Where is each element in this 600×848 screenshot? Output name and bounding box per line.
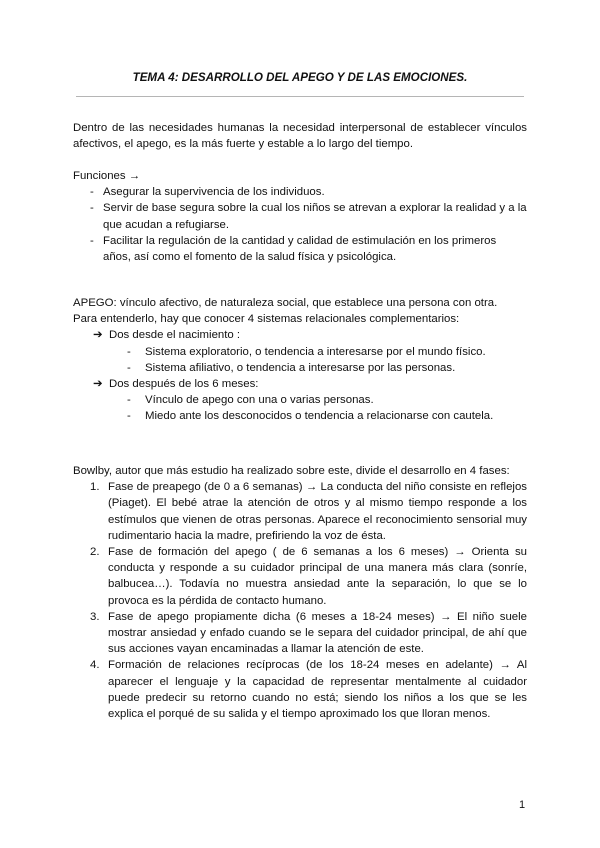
document-title: TEMA 4: DESARROLLO DEL APEGO Y DE LAS EMOCIONES. [132,71,468,84]
dash-bullet: - [90,186,94,199]
dash-bullet: - [127,361,131,374]
page-number: 1 [519,799,526,811]
dash-bullet: - [90,234,94,247]
apego-group [73,327,527,376]
list-item: - Vínculo de apego con una o varias personas. [109,392,527,408]
list-item: - Asegurar la supervivencia de los individuos. [73,184,527,200]
funciones-heading: Funciones → [73,170,141,182]
intro-paragraph: Dentro de las necesidades humanas la necesidad interpersonal de establecer vínculos afectivos, el apego, es la más fuerte y estable a lo largo del tiempo. [73,122,527,151]
list-item: - Servir de base segura sobre la cual los niños se atrevan a explorar la realidad y a la que acudan a refugiarse. [90,202,527,231]
phase-item: 1. Fase de preapego (de 0 a 6 semanas) → La conducta del niño consiste en reflejos (Piaget). El bebé atrae la atención de otros y al mismo tiempo responde a los estímulos que vienen de otras personas. Aparece el reconocimiento sensorial muy rudimentario hacia la madre, prefiriendo la voz de ésta. [90,481,527,542]
apego-definition: APEGO: vínculo afectivo, de naturaleza social, que establece una persona con otra. [73,297,498,309]
dash-bullet: - [127,410,131,423]
group-label: Dos desde el nacimiento : [109,329,241,342]
arrow-bullet-icon: ➔ [93,329,103,342]
phase-item: 4. Formación de relaciones recíprocas (de los 18-24 meses en adelante) → Al aparecer el lenguaje y la capacidad de representar mentalmente al cuidador puede predecir su retorno cuando no está; siendo los niños a los que se les explica el porqué de su salida y el tiempo aproximado los que lloran menos. [90,659,527,721]
group-items [109,392,527,424]
title-divider [76,96,524,97]
apego-group [73,376,527,425]
group-label: Dos después de los 6 meses: [109,378,259,391]
list-item: - Sistema afiliativo, o tendencia a interesarse por las personas. [109,360,527,376]
list-item: - Miedo ante los desconocidos o tendencia a relacionarse con cautela. [109,408,527,424]
bowlby-section [73,463,527,722]
dash-bullet: - [127,345,131,358]
funciones-section [73,168,527,265]
dash-bullet: - [127,394,131,407]
bowlby-intro: Bowlby, autor que más estudio ha realizado sobre este, divide el desarrollo en 4 fases: [73,465,510,477]
phase-item: 3. Fase de apego propiamente dicha (6 meses a 18-24 meses) → El niño suele mostrar ansiedad y enfado cuando se le separa del cuidador principal, de ahí que sus acciones vayan encaminadas a llamar la atención de este. [90,610,527,656]
list-item: - Sistema exploratorio, o tendencia a interesarse por el mundo físico. [109,344,527,360]
funciones-list [73,184,527,265]
group-items [109,344,527,376]
intro-section [73,120,527,152]
arrow-bullet-icon: ➔ [93,378,103,391]
list-item: - Facilitar la regulación de la cantidad y calidad de estimulación en los primeros años, así como el fomento de la salud física y psicológica. [90,234,497,264]
phases-list [73,479,527,722]
dash-bullet: - [90,202,94,215]
apego-groups [73,327,527,424]
apego-intro: Para entenderlo, hay que conocer 4 sistemas relacionales complementarios: [73,313,460,326]
phase-item: 2. Fase de formación del apego ( de 6 semanas a los 6 meses) → Orienta su conducta y responde a su cuidador principal de una manera más clara (sonríe, balbucea…). Todavía no muestra ansiedad ante la separación, lo que se lo provoca es la pérdida de contacto humano. [90,546,527,607]
apego-section [73,295,527,425]
